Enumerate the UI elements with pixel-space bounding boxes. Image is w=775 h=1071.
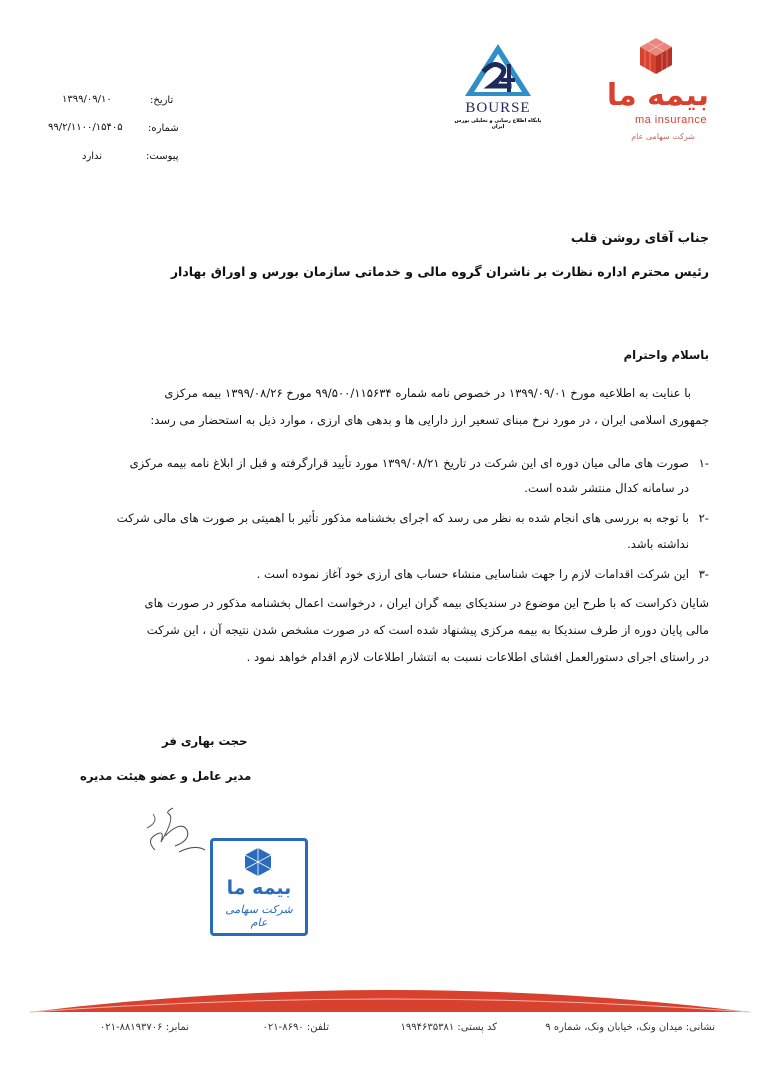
- list-item-line: صورت های مالی میان دوره ای این شرکت در تاریخ ۱۳۹۹/۰۸/۲۱ مورد تأیید قرارگرفته و قبل از ابلاغ نامه بیمه مرکزی: [129, 456, 689, 470]
- signatory-name: حجت بهاری فر: [162, 734, 248, 748]
- ma-logo-latin: ma insurance: [634, 114, 707, 126]
- intro-line: جمهوری اسلامی ایران ، در مورد نرخ مبنای تسعیر ارز دارایی ها و بدهی های ارزی ، موارد ذیل به استحضار می رسد:: [150, 413, 709, 427]
- footer-phone: تلفن: ۸۶۹۰-۰۲۱: [262, 1022, 329, 1033]
- handwritten-signature: [135, 800, 220, 860]
- number-label: شماره:: [148, 123, 179, 134]
- ma-logo-subtitle: شرکت سهامی عام: [631, 132, 695, 141]
- closing-line: شایان ذکراست که با طرح این موضوع در سندیکای بیمه گران ایران ، درخواست اعمال بخشنامه مذکور در صورت های: [144, 596, 709, 610]
- bourse-logo: [447, 30, 549, 130]
- date-label: تاریخ:: [150, 95, 174, 106]
- bourse-mark-icon: [463, 42, 533, 98]
- recipient-name: جناب آقای روشن قلب: [570, 230, 709, 245]
- closing-line: مالی پایان دوره از طرف سندیکا به بیمه مرکزی پیشنهاد شده است که در صورت مشخص شدن نتیجه آن ، این شرکت: [146, 623, 709, 637]
- list-item-line: این شرکت اقدامات لازم را جهت شناسایی منشاء حساب های ارزی خود آغاز نموده است .: [256, 567, 689, 581]
- company-stamp: [210, 838, 308, 936]
- recipient-title: رئیس محترم اداره نظارت بر ناشران گروه مالی و خدماتی سازمان بورس و اوراق بهادار: [170, 264, 709, 279]
- cube-logo-icon: [638, 37, 674, 75]
- footer-postal-code: کد پستی: ۱۹۹۴۶۳۵۳۸۱: [400, 1022, 497, 1033]
- footer-address: نشانی: میدان ونک، خیابان ونک، شماره ۹: [545, 1022, 715, 1033]
- date-value: ۱۳۹۹/۰۹/۱۰: [62, 94, 112, 105]
- list-item-number: ۱-: [698, 456, 709, 470]
- attachment-label: پیوست:: [146, 151, 179, 162]
- number-value: ۹۹/۲/۱۱۰۰/۱۵۴۰۵: [48, 122, 123, 133]
- footer-decorative-band: [30, 978, 750, 1018]
- closing-line: در راستای اجرای دستورالعمل افشای اطلاعات نسبت به انتشار اطلاعات لازم اقدام خواهد نمود .: [246, 650, 709, 664]
- stamp-name: بیمه ما: [226, 877, 292, 899]
- footer-fax: نمابر: ۸۸۱۹۳۷۰۶-۰۲۱: [99, 1022, 189, 1033]
- stamp-cube-icon: [243, 847, 273, 877]
- bourse-logo-caption: پایگاه اطلاع رسانی و تحلیلی بورس ایران: [454, 118, 542, 130]
- attachment-value: ندارد: [82, 151, 103, 162]
- intro-line: با عنایت به اطلاعیه مورخ ۱۳۹۹/۰۹/۰۱ در خصوص نامه شماره ۹۹/۵۰۰/۱۱۵۶۳۴ مورخ ۱۳۹۹/۰۸/۲۶ بیمه مرکزی: [164, 386, 691, 400]
- bourse-logo-word: BOURSE: [465, 100, 531, 116]
- list-item-number: ۲-: [698, 511, 709, 525]
- list-item-line: نداشته باشد.: [627, 537, 689, 551]
- ma-insurance-logo: [595, 32, 715, 142]
- greeting: باسلام واحترام: [623, 348, 709, 362]
- list-item-line: در سامانه کدال منتشر شده است.: [524, 481, 689, 495]
- stamp-subtitle: شرکت سهامی عام: [225, 903, 293, 929]
- ma-logo-name: بیمه ما: [606, 78, 709, 113]
- signatory-position: مدیر عامل و عضو هیئت مدیره: [80, 769, 252, 783]
- list-item-line: با توجه به بررسی های انجام شده به نظر می رسد که اجرای بخشنامه مذکور تأثیر با اهمیتی بر صورت های مالی شرکت: [116, 511, 689, 525]
- list-item-number: ۳-: [698, 567, 709, 581]
